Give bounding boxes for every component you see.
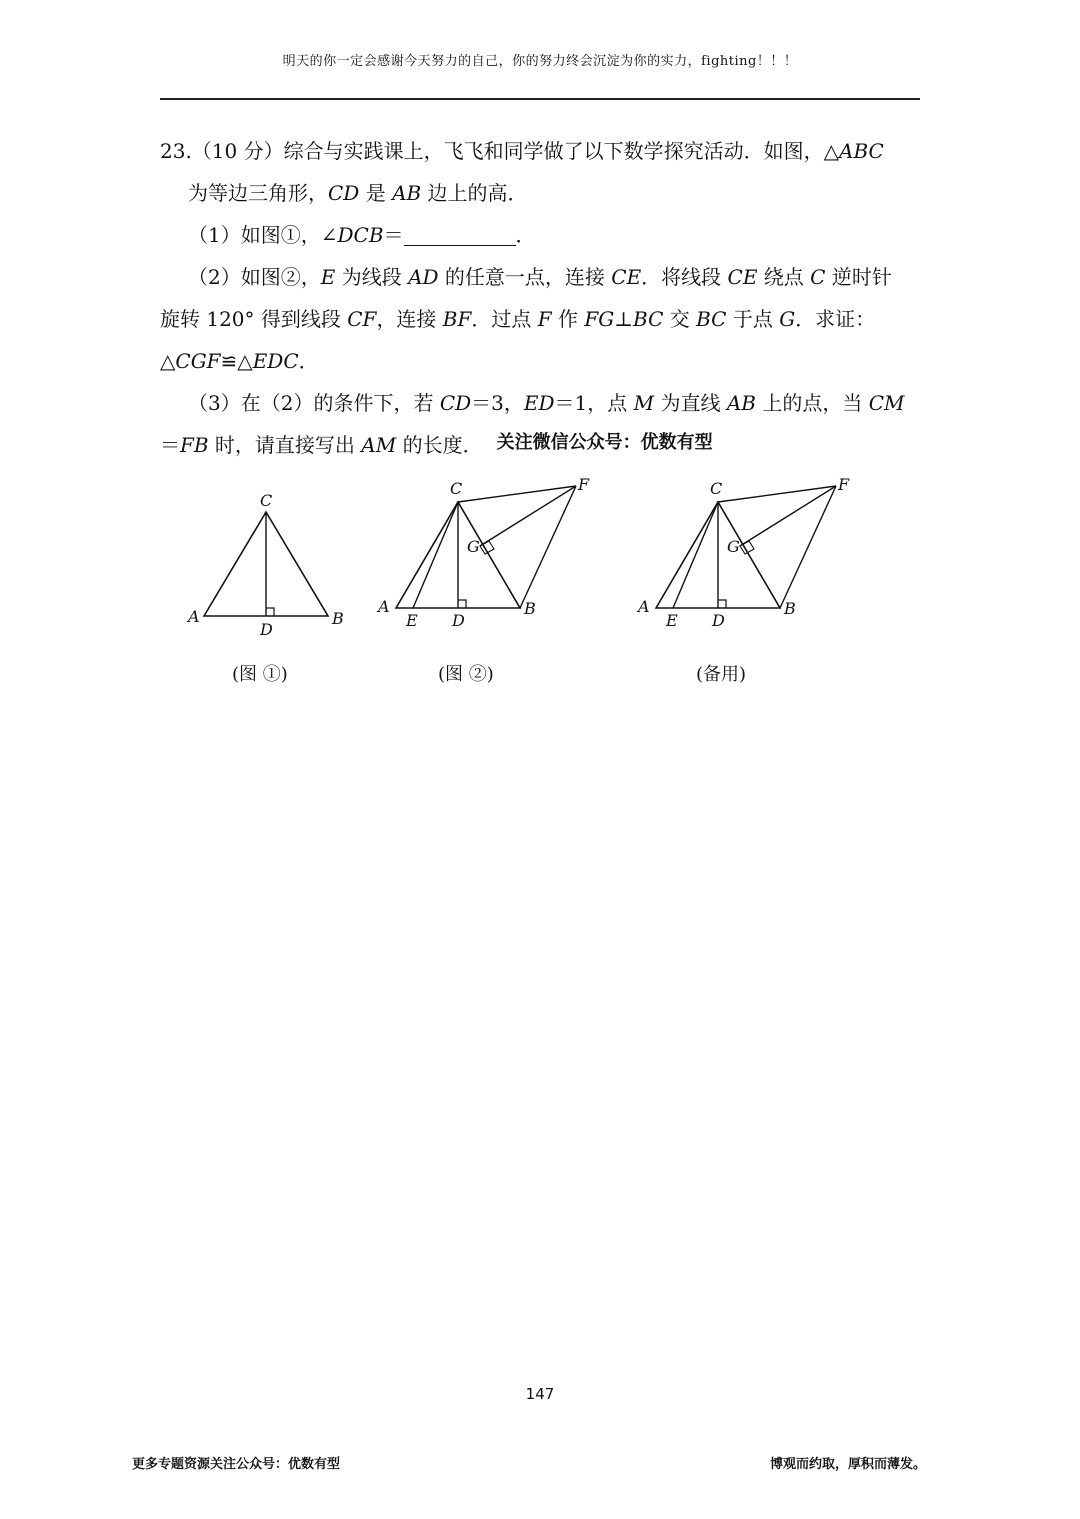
part-3-line-2: ＝FB 时，请直接写出 AM 的长度． 关注微信公众号：优数有型 <box>160 432 713 457</box>
right-angle-mark <box>718 600 726 608</box>
header-divider <box>160 98 920 100</box>
question-line-2: 为等边三角形，CD 是 AB 边上的高． <box>188 181 528 205</box>
question-block <box>160 130 920 468</box>
label-d: D <box>452 611 465 630</box>
answer-blank[interactable] <box>404 223 516 246</box>
label-g: G <box>727 537 740 556</box>
label-a: A <box>638 597 650 616</box>
part-2-line-2: 旋转 120° 得到线段 CF，连接 BF．过点 F 作 FG⊥BC 交 BC 于点 G．求证： <box>160 307 876 331</box>
figure-3-spare <box>630 470 870 640</box>
label-c: C <box>710 479 723 498</box>
footer-right: 博观而约取，厚积而薄发。 <box>770 1457 927 1472</box>
label-e: E <box>666 611 678 630</box>
label-a: A <box>378 597 390 616</box>
label-a: A <box>188 607 200 626</box>
header-motto: 明天的你一定会感谢今天努力的自己，你的努力终会沉淀为你的实力，fighting！！！ <box>282 54 798 69</box>
part-2-line-3: △CGF≌△EDC． <box>160 349 319 373</box>
right-angle-mark <box>458 600 466 608</box>
segment-cf <box>718 486 836 502</box>
segment-cf <box>458 486 576 502</box>
part-2-line-1: （2）如图②，E 为线段 AD 的任意一点，连接 CE．将线段 CE 绕点 C 逆时针 <box>188 265 892 289</box>
wechat-note: 关注微信公众号：优数有型 <box>496 432 713 453</box>
label-e: E <box>406 611 418 630</box>
label-c: C <box>260 491 273 510</box>
caption-figure-2: (图 ②) <box>438 664 494 685</box>
page-number: 147 <box>525 1385 555 1403</box>
figure-2 <box>370 470 610 640</box>
label-c: C <box>450 479 463 498</box>
right-angle-mark <box>266 608 274 616</box>
label-f: F <box>838 475 850 494</box>
label-f: F <box>578 475 590 494</box>
part-3-line-1: （3）在（2）的条件下，若 CD＝3，ED＝1，点 M 为直线 AB 上的点，当 CM <box>188 391 905 415</box>
caption-figure-1: (图 ①) <box>232 664 288 685</box>
label-b: B <box>784 599 796 618</box>
caption-spare: (备用) <box>696 664 747 685</box>
question-line-1: 23.（10 分）综合与实践课上，飞飞和同学做了以下数学探究活动．如图，△ABC <box>160 139 884 163</box>
segment-ce <box>673 502 718 608</box>
label-b: B <box>524 599 536 618</box>
segment-ce <box>413 502 458 608</box>
label-b: B <box>332 609 344 628</box>
footer-left: 更多专题资源关注公众号：优数有型 <box>132 1457 341 1472</box>
label-g: G <box>467 537 480 556</box>
figure-1 <box>180 480 360 650</box>
part-1: （1）如图①，∠DCB＝ ． <box>188 223 536 247</box>
label-d: D <box>260 620 273 639</box>
label-d: D <box>712 611 725 630</box>
